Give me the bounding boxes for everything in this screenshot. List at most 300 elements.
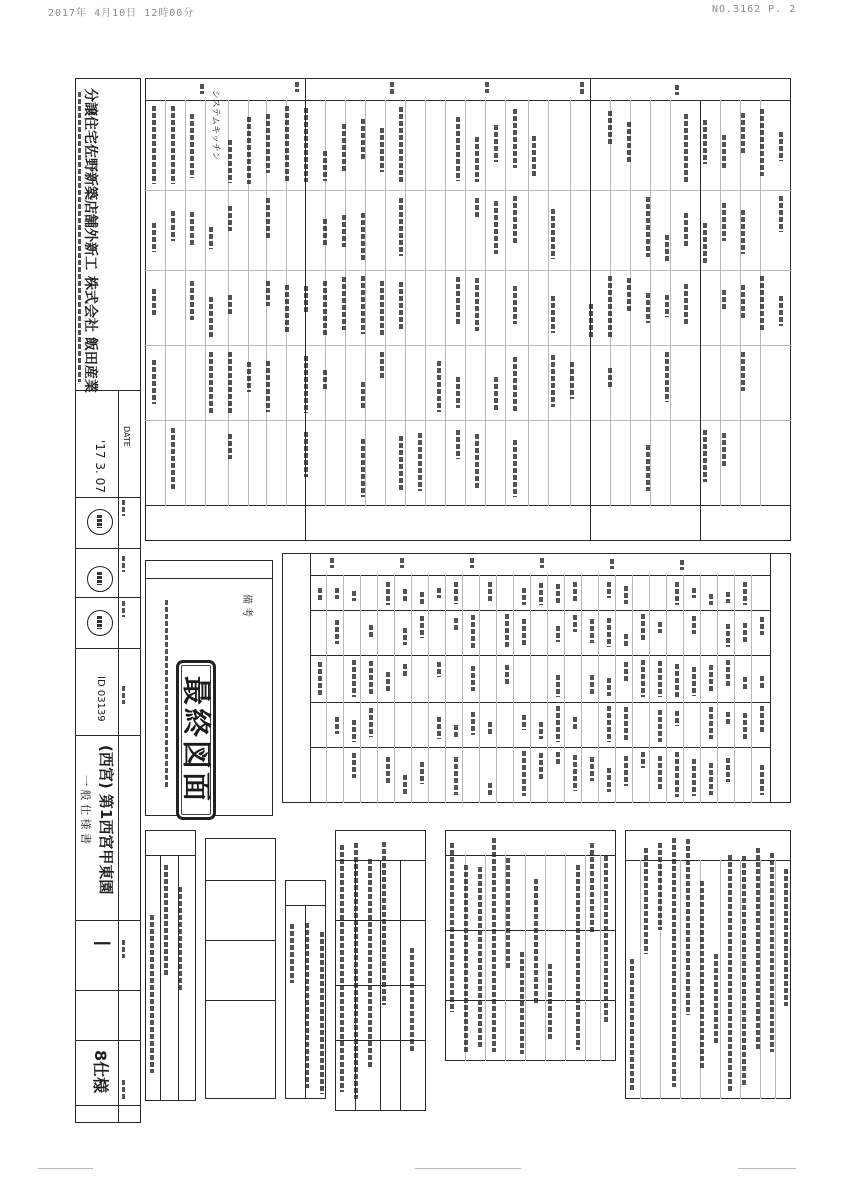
rule-line: [680, 860, 681, 1099]
rule-line: [649, 575, 650, 803]
scanned-text-mark: [608, 276, 612, 339]
scanned-text-mark: [607, 706, 611, 742]
scanned-text-mark: [488, 722, 492, 736]
scanned-text-mark: [228, 206, 232, 231]
rule-line: [75, 597, 141, 598]
scanned-text-mark: [399, 436, 403, 491]
scanned-text-mark: [266, 361, 270, 412]
scanned-text-mark: [714, 954, 718, 1045]
rule-line: [415, 1168, 521, 1169]
scanned-text-mark: [756, 848, 760, 1050]
scanned-text-mark: [122, 686, 125, 704]
scanned-text-mark: [403, 664, 407, 678]
scanned-text-mark: [228, 140, 232, 183]
rule-line: [425, 100, 426, 506]
scanned-text-mark: [122, 1080, 125, 1100]
scanned-text-mark: [760, 765, 764, 795]
scanned-text-mark: [726, 660, 730, 687]
scanned-text-mark: [471, 615, 475, 649]
scanned-text-mark: [590, 675, 594, 695]
rule-line: [145, 1100, 196, 1101]
scanned-text-mark: [368, 859, 372, 1067]
scanned-text-mark: [573, 615, 577, 632]
final-drawing-stamp: [176, 660, 216, 820]
scanned-text-mark: [551, 355, 555, 407]
scanned-text-mark: [390, 82, 394, 94]
scanned-text-mark: [342, 277, 346, 330]
scanned-text-mark: [352, 753, 356, 778]
scanned-text-mark: [247, 117, 251, 184]
rule-line: [445, 1000, 616, 1001]
rule-line: [700, 100, 701, 541]
scanned-text-mark: [742, 856, 746, 1085]
scanned-text-mark: [741, 113, 745, 155]
scanned-text-mark: [494, 201, 498, 254]
rule-line: [140, 78, 141, 1123]
scanned-text-mark: [779, 196, 783, 232]
rule-line: [205, 940, 276, 941]
rule-line: [598, 575, 599, 803]
scanned-text-mark: [779, 132, 783, 161]
scanned-text-mark: [386, 757, 390, 784]
scanned-text-mark: [266, 281, 270, 306]
scanned-text-mark: [570, 362, 574, 399]
scanned-text-mark: [590, 757, 594, 781]
scanned-text-mark: [450, 843, 454, 1012]
scanned-text-mark: [624, 756, 628, 786]
rule-line: [38, 1168, 93, 1169]
scanned-text-mark: [456, 277, 460, 324]
scanned-text-mark: [580, 82, 584, 94]
scanned-text-mark: [323, 370, 327, 391]
rule-line: [525, 855, 526, 1061]
scanned-text-mark: [513, 357, 517, 413]
rule-line: [485, 100, 486, 506]
scanned-text-mark: [488, 783, 492, 797]
scanned-text-mark: [522, 588, 526, 605]
date-label: DATE: [122, 426, 131, 447]
scanned-text-mark: [342, 215, 346, 247]
scanned-text-mark: [675, 711, 679, 726]
rule-line: [365, 100, 366, 506]
scanned-text-mark: [152, 223, 156, 252]
scanned-text-mark: [386, 582, 390, 605]
scanned-text-mark: [726, 712, 730, 725]
scanned-text-mark: [573, 717, 577, 730]
scanned-text-mark: [340, 845, 344, 1092]
scanned-text-mark: [722, 290, 726, 310]
scanned-text-mark: [454, 725, 458, 738]
scanned-text-mark: [646, 197, 650, 257]
scanned-text-mark: [646, 293, 650, 323]
scanned-text-mark: [539, 722, 543, 739]
scanned-text-mark: [410, 948, 414, 1052]
scanned-text-mark: [209, 352, 213, 413]
scanned-text-mark: [539, 753, 543, 780]
scanned-text-mark: [573, 582, 577, 603]
scanned-text-mark: [420, 592, 424, 604]
scanned-text-mark: [556, 675, 560, 697]
rule-line: [632, 575, 633, 803]
scanned-text-mark: [551, 209, 555, 259]
scanned-text-mark: [548, 964, 552, 1039]
rule-line: [751, 575, 752, 803]
scanned-text-mark: [122, 556, 125, 572]
scanned-text-mark: [369, 708, 373, 737]
scanned-text-mark: [464, 865, 468, 1052]
scanned-text-mark: [420, 762, 424, 784]
rule-line: [625, 830, 791, 831]
scanned-text-mark: [513, 109, 517, 168]
scanned-text-mark: [627, 278, 631, 312]
scanned-text-mark: [399, 198, 403, 256]
rule-line: [640, 860, 641, 1099]
scanned-text-mark: [641, 752, 645, 768]
rule-line: [118, 390, 119, 1123]
scanned-text-mark: [726, 624, 730, 647]
scanned-text-mark: [709, 665, 713, 693]
scanned-text-mark: [228, 352, 232, 413]
scanned-text-mark: [692, 616, 696, 634]
scanned-text-mark: [556, 752, 560, 766]
rule-line: [310, 655, 771, 656]
rule-line: [145, 345, 791, 346]
rule-line: [394, 575, 395, 803]
scanned-text-mark: [728, 855, 732, 1092]
scanned-text-mark: [760, 676, 764, 688]
scanned-text-mark: [576, 865, 580, 1050]
scanned-text-mark: [741, 352, 745, 391]
scanned-text-mark: [675, 752, 679, 797]
scanned-text-mark: [779, 296, 783, 326]
rule-line: [625, 830, 626, 1099]
scanned-text-mark: [540, 558, 544, 568]
scanned-text-mark: [150, 915, 154, 1073]
scanned-text-mark: [505, 614, 509, 648]
fax-page-number: NO.3162 P. 2: [712, 4, 797, 15]
rule-line: [75, 78, 76, 1123]
scanned-text-mark: [709, 594, 713, 605]
rule-line: [165, 100, 166, 506]
approval-seal: [87, 610, 113, 636]
scanned-text-mark: [703, 120, 707, 164]
scanned-text-mark: [722, 135, 726, 168]
scanned-text-mark: [743, 677, 747, 689]
scanned-text-mark: [590, 843, 594, 932]
scanned-text-mark: [152, 289, 156, 316]
scanned-text-mark: [573, 755, 577, 791]
scanned-text-mark: [743, 582, 747, 605]
scanned-text-mark: [658, 661, 662, 697]
rule-line: [282, 553, 283, 803]
rule-line: [75, 548, 141, 549]
scanned-text-mark: [726, 758, 730, 782]
scanned-text-mark: [513, 286, 517, 324]
scanned-text-mark: [437, 662, 441, 677]
scanned-text-mark: [454, 582, 458, 604]
rule-line: [528, 100, 529, 506]
rule-line: [548, 100, 549, 506]
scanned-text-mark: [403, 628, 407, 645]
scanned-text-mark: [743, 713, 747, 739]
rule-line: [145, 100, 791, 101]
rule-line: [740, 860, 741, 1099]
final-drawing-stamp-text: 最終図面: [179, 675, 214, 804]
scanned-text-mark: [684, 213, 688, 247]
scanned-text-mark: [627, 122, 631, 164]
scanned-text-mark: [709, 763, 713, 795]
scanned-text-mark: [539, 583, 543, 605]
rule-line: [205, 1098, 276, 1099]
rule-line: [75, 78, 141, 79]
drawing-id: ID 03139: [95, 676, 106, 722]
rule-line: [145, 270, 791, 271]
scanned-text-mark: [684, 114, 688, 184]
scanned-text-mark: [608, 111, 612, 144]
scanned-text-mark: [456, 430, 460, 459]
rule-line: [185, 100, 186, 506]
rule-line: [445, 100, 446, 506]
scanned-text-mark: [675, 582, 679, 605]
scanned-text-mark: [722, 203, 726, 241]
scanned-text-mark: [352, 591, 356, 601]
scanned-text-mark: [741, 285, 745, 319]
scanned-text-mark: [361, 119, 365, 160]
scanned-text-mark: [784, 869, 788, 1006]
rule-line: [145, 578, 273, 579]
scanned-text-mark: [305, 923, 309, 1088]
scanned-text-mark: [418, 433, 422, 491]
rule-line: [683, 575, 684, 803]
scanned-text-mark: [506, 858, 510, 969]
rule-line: [720, 100, 721, 506]
scanned-text-mark: [692, 667, 696, 696]
scanned-text-mark: [624, 586, 628, 604]
project-name: 分譲住宅佐野新築店舗外新工: [82, 88, 98, 270]
scanned-text-mark: [190, 281, 194, 320]
rule-line: [75, 735, 141, 736]
rule-line: [343, 575, 344, 803]
rule-line: [564, 575, 565, 803]
rule-line: [310, 702, 771, 703]
rule-line: [145, 830, 196, 831]
rule-line: [650, 100, 651, 506]
scanned-text-mark: [403, 775, 407, 795]
scanned-text-mark: [610, 559, 614, 569]
drawing-number: I: [88, 940, 113, 947]
rule-line: [670, 100, 671, 506]
scanned-text-mark: [590, 619, 594, 643]
scanned-text-mark: [386, 672, 390, 693]
scanned-text-mark: [330, 558, 334, 568]
rule-line: [445, 575, 446, 803]
rule-line: [790, 78, 791, 541]
scanned-text-mark: [304, 432, 308, 477]
scanned-text-mark: [285, 106, 289, 183]
rule-line: [310, 747, 771, 748]
rule-line: [496, 575, 497, 803]
rule-line: [445, 830, 616, 831]
scanned-text-mark: [304, 108, 308, 182]
scanned-text-mark: [228, 295, 232, 316]
rule-line: [738, 1168, 796, 1169]
scanned-text-mark: [178, 887, 182, 992]
scanned-text-mark: [164, 865, 168, 975]
scanned-text-mark: [171, 106, 175, 184]
scanned-text-mark: [399, 107, 403, 184]
rule-line: [145, 560, 146, 816]
kitchen-item-label: システムキッチン: [210, 90, 220, 161]
scanned-text-mark: [295, 82, 299, 92]
scanned-text-mark: [700, 881, 704, 1069]
rule-line: [760, 860, 761, 1099]
rule-line: [145, 830, 146, 1101]
rule-line: [700, 575, 701, 803]
scanned-text-mark: [361, 276, 365, 334]
rule-line: [75, 990, 141, 991]
rule-line: [205, 100, 206, 506]
scanned-text-mark: [475, 434, 479, 490]
scanned-text-mark: [471, 712, 475, 735]
rule-line: [505, 100, 506, 506]
approval-seal: [87, 566, 113, 592]
scanned-text-mark: [437, 588, 441, 598]
scanned-text-mark: [304, 356, 308, 413]
rule-line: [310, 553, 311, 803]
scanned-text-mark: [382, 842, 386, 1005]
scanned-text-mark: [741, 210, 745, 254]
scanned-text-mark: [760, 276, 764, 331]
rule-line: [400, 860, 401, 1111]
scanned-text-mark: [494, 377, 498, 410]
rule-line: [565, 855, 566, 1061]
scanned-text-mark: [380, 352, 384, 378]
scanned-text-mark: [456, 117, 460, 181]
scanned-text-mark: [760, 109, 764, 176]
scanned-text-mark: [513, 196, 517, 245]
rule-line: [310, 610, 771, 611]
scanned-text-mark: [709, 707, 713, 739]
scanned-text-mark: [505, 665, 509, 686]
scanned-text-mark: [665, 295, 669, 317]
rule-line: [445, 1060, 616, 1061]
rule-line: [75, 1122, 141, 1123]
scanned-text-mark: [399, 282, 403, 329]
rule-line: [145, 505, 791, 506]
scanned-text-mark: [703, 223, 707, 263]
scanned-text-mark: [589, 304, 593, 339]
scanned-text-mark: [228, 434, 232, 459]
scanned-text-mark: [760, 706, 764, 733]
rule-line: [282, 553, 791, 554]
rule-line: [75, 920, 141, 921]
scanned-text-mark: [608, 368, 612, 387]
rule-line: [530, 575, 531, 803]
rule-line: [75, 497, 141, 498]
scanned-text-mark: [478, 867, 482, 1049]
scanned-text-mark: [323, 281, 327, 337]
scanned-text-mark: [209, 297, 213, 338]
scanned-text-mark: [522, 751, 526, 796]
scanned-text-mark: [522, 619, 526, 646]
scanned-text-mark: [658, 622, 662, 633]
scanned-text-mark: [420, 616, 424, 638]
rule-line: [205, 838, 276, 839]
scanned-text-mark: [658, 756, 662, 791]
scanned-text-mark: [494, 125, 498, 162]
rule-line: [275, 838, 276, 1099]
scanned-text-mark: [352, 660, 356, 697]
rule-line: [513, 575, 514, 803]
scanned-text-mark: [556, 706, 560, 742]
scanned-text-mark: [361, 382, 365, 409]
scanned-text-mark: [335, 588, 339, 599]
rule-line: [285, 880, 326, 881]
scanned-text-mark: [320, 932, 324, 1094]
scanned-text-mark: [122, 940, 125, 958]
scanned-text-mark: [534, 879, 538, 1005]
document-title: 一 般 仕 様 書: [79, 775, 92, 844]
rule-line: [195, 830, 196, 1101]
scanned-text-mark: [165, 600, 168, 789]
scanned-text-mark: [342, 124, 346, 172]
scanned-text-mark: [726, 592, 730, 603]
rule-line: [615, 575, 616, 803]
scanned-text-mark: [624, 707, 628, 742]
rule-line: [547, 575, 548, 803]
rule-line: [310, 575, 771, 576]
rule-line: [325, 880, 326, 1099]
scanned-text-mark: [675, 85, 679, 95]
rule-line: [335, 830, 426, 831]
rule-line: [145, 420, 791, 421]
scanned-text-mark: [475, 278, 479, 331]
rule-line: [272, 560, 273, 816]
rule-line: [790, 553, 791, 803]
rule-line: [145, 190, 791, 191]
rule-line: [205, 880, 276, 881]
scanned-text-mark: [665, 235, 669, 263]
scanned-text-mark: [604, 856, 608, 1023]
rule-line: [720, 860, 721, 1099]
scanned-text-mark: [361, 213, 365, 262]
rule-line: [570, 100, 571, 506]
rule-line: [581, 575, 582, 803]
scanned-text-mark: [152, 106, 156, 184]
fax-datetime: 2017年 4月10日 12時00分: [48, 8, 195, 19]
scanned-text-mark: [266, 198, 270, 240]
scanned-text-mark: [190, 212, 194, 247]
rule-line: [145, 78, 791, 79]
rule-line: [145, 560, 273, 561]
rule-line: [160, 855, 161, 1101]
scanned-text-mark: [323, 219, 327, 245]
scanned-text-mark: [304, 286, 308, 312]
scanned-text-mark: [171, 211, 175, 241]
sheet-name: 8仕様: [91, 1050, 110, 1094]
rule-line: [205, 1000, 276, 1001]
rule-line: [485, 855, 486, 1061]
scanned-text-mark: [513, 440, 517, 497]
scanned-text-mark: [680, 560, 684, 570]
scanned-text-mark: [380, 128, 384, 172]
scanned-text-mark: [354, 843, 358, 1099]
scanned-text-mark: [520, 952, 524, 1054]
scanned-text-mark: [485, 82, 489, 93]
scanned-text-mark: [607, 768, 611, 792]
rule-line: [75, 648, 141, 649]
scanned-text-mark: [266, 114, 270, 173]
